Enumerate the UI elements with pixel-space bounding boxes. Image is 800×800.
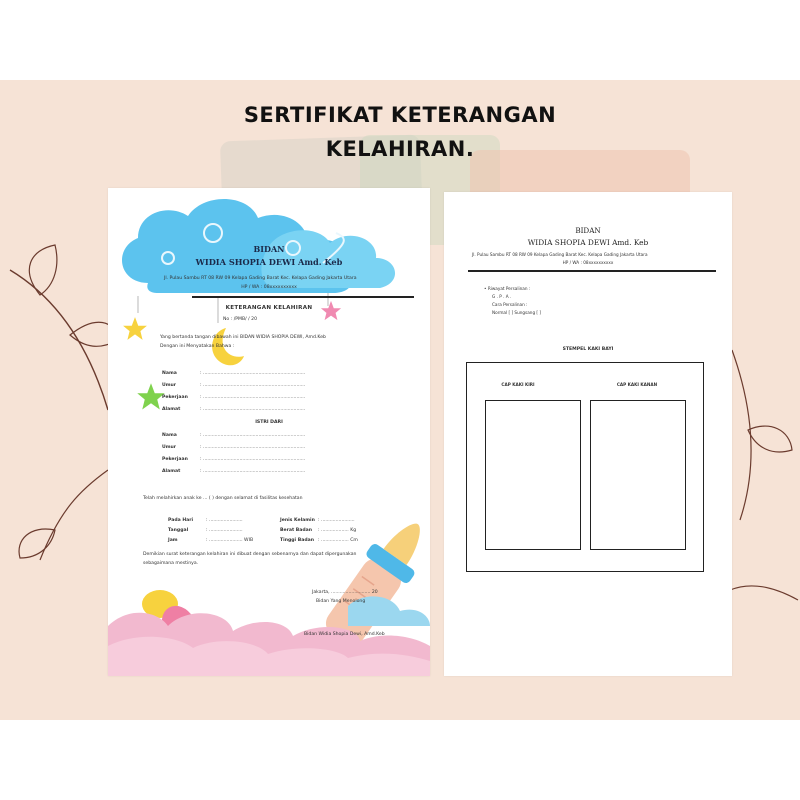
right-clinic-phone: HP / WA : 08xxxxxxxxxx (562, 260, 614, 265)
father-name-field[interactable]: : ...................................................................... (200, 371, 306, 376)
gpa-field[interactable]: G . P . A . (492, 294, 512, 299)
footprint-page (444, 192, 732, 676)
weight-label: Berat Badan (280, 528, 313, 533)
bidan-heading: BIDAN (253, 244, 285, 254)
mother-age-field[interactable]: : ...................................................................... (200, 445, 306, 450)
document-number: No : /PMB/ / 20 (223, 317, 258, 322)
headline-line-2: KELAHIRAN. (325, 137, 475, 161)
stempel-title: STEMPEL KAKI BAYI (562, 347, 614, 352)
left-foot-label: CAP KAKI KIRI (501, 382, 535, 387)
intro-line-1: Yang bertanda tangan dibawah ini BIDAN WIDIA SHOPIA DEWI, Amd.Keb (160, 335, 326, 340)
clinic-name: WIDIA SHOPIA DEWI Amd. Keb (195, 257, 343, 267)
headline-line-1: SERTIFIKAT KETERANGAN (243, 103, 557, 127)
weight-field[interactable]: : ................... Kg (318, 528, 357, 533)
cara-persalinan-label: Cara Persalinan : (492, 302, 528, 307)
mother-address-label: Alamat (162, 469, 181, 474)
father-age-label: Umur (162, 383, 177, 388)
father-age-field[interactable]: : ...................................................................... (200, 383, 306, 388)
clinic-phone: HP / WA : 08xxxxxxxxxx (241, 285, 297, 290)
gender-label: Jenis Kelamin (280, 518, 315, 523)
mother-address-field[interactable]: : ...................................................................... (200, 469, 306, 474)
intro-line-2: Dengan ini Menyatakan Bahwa : (160, 344, 235, 349)
height-field[interactable]: : ................... Cm (318, 538, 358, 543)
signer-name: Bidan Widia Shopia Dewi, Amd.Keb (304, 632, 385, 637)
place-date: Jakarta, ........................... 20 (312, 590, 378, 595)
mother-job-field[interactable]: : ...................................................................... (200, 457, 306, 462)
birth-day-field[interactable]: : ....................... (206, 518, 243, 523)
father-name-label: Nama (162, 371, 177, 376)
right-bidan-heading: BIDAN (575, 226, 601, 235)
cloud-illustration (108, 188, 430, 348)
right-header-rule (468, 270, 716, 272)
istri-dari-heading: ISTRI DARI (255, 420, 283, 425)
document-title: KETERANGAN KELAHIRAN (225, 305, 313, 311)
father-address-field[interactable]: : ...................................................................... (200, 407, 306, 412)
birth-certificate-page (108, 188, 430, 676)
signer-title: Bidan Yang Menolong (316, 599, 366, 604)
birth-date-field[interactable]: : ....................... (206, 528, 243, 533)
riwayat-bullet-label (484, 286, 530, 291)
star-pink-icon (320, 300, 342, 322)
left-foot-stamp-box[interactable] (485, 400, 581, 550)
right-foot-stamp-box[interactable] (590, 400, 686, 550)
right-clinic-address: Jl. Pulau Sambu RT 08 RW 09 Kelapa Gading Barat Kec. Kelapa Gading Jakarta Utara (472, 252, 648, 257)
birth-time-field[interactable]: : ....................... WIB (206, 538, 254, 543)
header-rule (192, 296, 414, 298)
star-yellow-icon (122, 316, 148, 342)
birth-time-label: Jam (168, 538, 178, 543)
branch-doodle-right (720, 260, 800, 680)
mother-name-label: Nama (162, 433, 177, 438)
right-clinic-name: WIDIA SHOPIA DEWI Amd. Keb (527, 238, 649, 247)
height-label: Tinggi Badan (280, 538, 314, 543)
clinic-address: Jl. Pulau Sambu RT 08 RW 09 Kelapa Gading Barat Kec. Kelapa Gading Jakarta Utara (164, 276, 357, 281)
closing-line-2: sebagaimana mestinya. (143, 561, 199, 566)
pink-cloud-footer (108, 586, 430, 676)
bullet-icon: • (484, 286, 488, 291)
father-job-field[interactable]: : ...................................................................... (200, 395, 306, 400)
closing-line-1: Demikian surat keterangan kelahiran ini dibuat dengan sebenarnya dan dapat dipergunakan (143, 552, 357, 557)
father-address-label: Alamat (162, 407, 181, 412)
headline (0, 98, 800, 166)
gender-field[interactable]: : ....................... (318, 518, 355, 523)
right-foot-label: CAP KAKI KANAN (616, 382, 658, 387)
delivery-type-checkboxes[interactable]: Normal [ ] Sungsang [ ] (492, 310, 542, 315)
mother-name-field[interactable]: : ...................................................................... (200, 433, 306, 438)
branch-doodle-left (0, 240, 120, 660)
mother-age-label: Umur (162, 445, 177, 450)
father-job-label: Pekerjaan (162, 395, 188, 400)
mother-job-label: Pekerjaan (162, 457, 188, 462)
birth-statement: Telah melahirkan anak ke ... ( ) dengan selamat di fasilitas kesehatan (143, 496, 303, 501)
birth-day-label: Pada Hari (168, 518, 194, 523)
riwayat-title: Riwayat Persalinan : (487, 286, 531, 291)
birth-date-label: Tanggal (168, 528, 189, 533)
